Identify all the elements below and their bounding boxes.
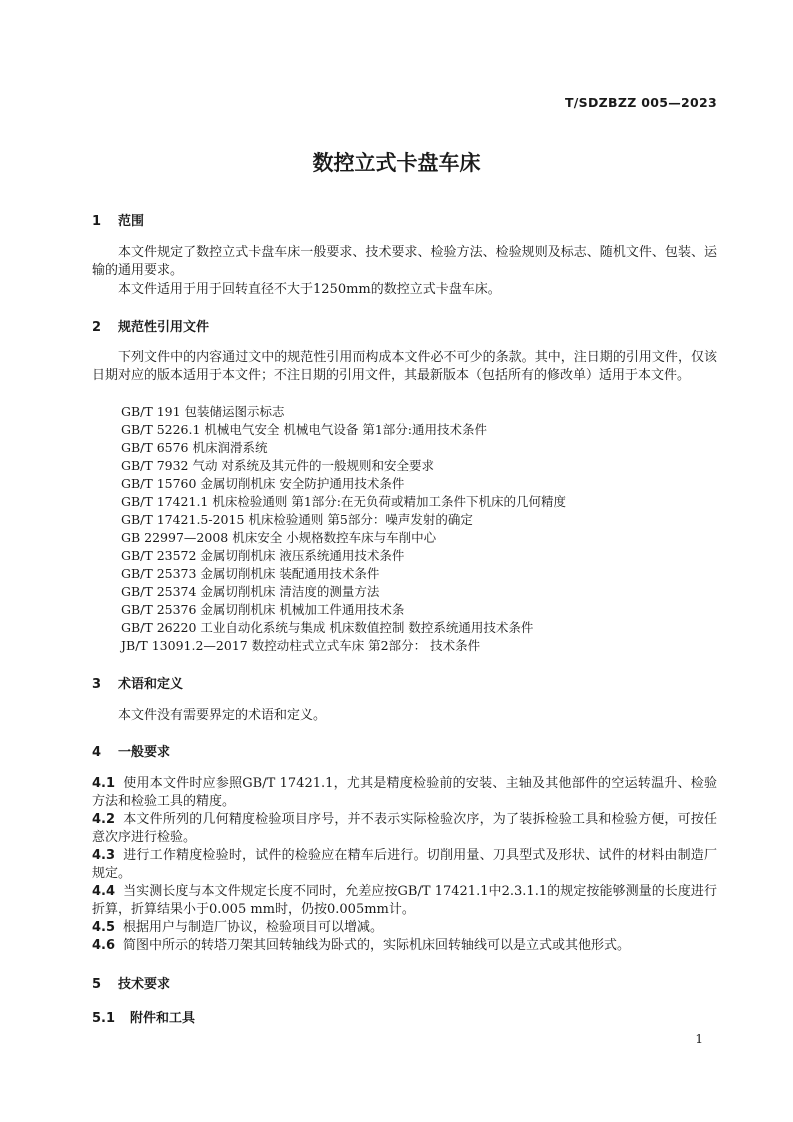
section-2-heading xyxy=(92,316,209,335)
section-title: 一般要求 xyxy=(118,745,171,760)
section-number: 3 xyxy=(92,677,102,692)
reference-item: GB/T 26220 工业自动化系统与集成 机床数值控制 数控系统通用技术条件 xyxy=(121,620,534,635)
clause-4-5 xyxy=(92,919,717,937)
clause-text: 当实测长度与本文件规定长度不同时，允差应按GB/T 17421.1中2.3.1.1的规定按能够测量的长度进行折算，折算结果小于0.005 mm时，仍按0.005mm计。 xyxy=(92,884,717,917)
reference-item: GB/T 17421.1 机床检验通则 第1部分:在无负荷或精加工条件下机床的几何精度 xyxy=(121,494,566,509)
clause-4-6 xyxy=(92,937,717,955)
section-number: 1 xyxy=(92,214,102,229)
subsection-title: 附件和工具 xyxy=(130,1011,196,1026)
clause-number: 4.2 xyxy=(92,812,116,827)
clause-number: 4.6 xyxy=(92,938,116,953)
subsection-5-1-heading xyxy=(92,1007,195,1026)
section-title: 范围 xyxy=(118,214,145,229)
section-3-paragraph: 本文件没有需要界定的术语和定义。 xyxy=(118,708,327,723)
subsection-number: 5.1 xyxy=(92,1011,116,1026)
section-3-heading xyxy=(92,673,183,692)
page-number: 1 xyxy=(695,1032,703,1046)
section-5-heading xyxy=(92,973,170,992)
reference-item: GB/T 25374 金属切削机床 清洁度的测量方法 xyxy=(121,584,380,599)
clause-number: 4.5 xyxy=(92,920,116,935)
section-1-heading xyxy=(92,210,144,229)
section-number: 4 xyxy=(92,745,102,760)
clause-4-2 xyxy=(92,811,717,847)
reference-item: GB/T 191 包装储运图示标志 xyxy=(121,404,285,419)
reference-item: GB/T 17421.5-2015 机床检验通则 第5部分：噪声发射的确定 xyxy=(121,512,473,527)
section-title: 术语和定义 xyxy=(118,677,184,692)
section-1-paragraph-2: 本文件适用于用于回转直径不大于1250mm的数控立式卡盘车床。 xyxy=(118,282,501,297)
clause-number: 4.1 xyxy=(92,776,116,791)
clause-text: 简图中所示的转塔刀架其回转轴线为卧式的，实际机床回转轴线可以是立式或其他形式。 xyxy=(123,938,631,953)
clause-text: 根据用户与制造厂协议，检验项目可以增减。 xyxy=(123,920,384,935)
clause-text: 使用本文件时应参照GB/T 17421.1，尤其是精度检验前的安装、主轴及其他部件的空运转温升、检验方法和检验工具的精度。 xyxy=(92,776,717,809)
reference-item: GB/T 5226.1 机械电气安全 机械电气设备 第1部分:通用技术条件 xyxy=(121,422,488,437)
clause-4-4 xyxy=(92,883,717,919)
section-number: 5 xyxy=(92,977,102,992)
reference-item: GB/T 6576 机床润滑系统 xyxy=(121,440,268,455)
reference-item: GB/T 25376 金属切削机床 机械加工件通用技术条 xyxy=(121,602,405,617)
document-title: 数控立式卡盘车床 xyxy=(312,151,481,175)
section-1-paragraph-1: 本文件规定了数控立式卡盘车床一般要求、技术要求、检验方法、检验规则及标志、随机文件、包装、运输的通用要求。 xyxy=(92,245,717,278)
clause-number: 4.3 xyxy=(92,848,116,863)
clause-4-3 xyxy=(92,847,717,883)
clause-4-1 xyxy=(92,775,717,811)
section-title: 技术要求 xyxy=(118,977,171,992)
section-title: 规范性引用文件 xyxy=(118,320,210,335)
reference-item: GB/T 15760 金属切削机床 安全防护通用技术条件 xyxy=(121,476,405,491)
reference-item: JB/T 13091.2—2017 数控动柱式立式车床 第2部分： 技术条件 xyxy=(121,638,481,653)
standard-code: T/SDZBZZ 005—2023 xyxy=(564,95,717,110)
section-number: 2 xyxy=(92,320,102,335)
clause-text: 本文件所列的几何精度检验项目序号，并不表示实际检验次序，为了装拆检验工具和检验方便，可按任意次序进行检验。 xyxy=(92,812,717,845)
reference-item: GB/T 7932 气动 对系统及其元件的一般规则和安全要求 xyxy=(121,458,434,473)
reference-item: GB 22997—2008 机床安全 小规格数控车床与车削中心 xyxy=(121,530,437,545)
clause-number: 4.4 xyxy=(92,884,116,899)
clause-text: 进行工作精度检验时，试件的检验应在精车后进行。切削用量、刀具型式及形状、试件的材料由制造厂规定。 xyxy=(92,848,717,881)
reference-item: GB/T 25373 金属切削机床 装配通用技术条件 xyxy=(121,566,380,581)
section-2-intro: 下列文件中的内容通过文中的规范性引用而构成本文件必不可少的条款。其中，注日期的引用文件，仅该日期对应的版本适用于本文件；不注日期的引用文件，其最新版本（包括所有的修改单）适用于本文件。 xyxy=(92,350,717,383)
reference-item: GB/T 23572 金属切削机床 液压系统通用技术条件 xyxy=(121,548,405,563)
section-4-heading xyxy=(92,741,170,760)
